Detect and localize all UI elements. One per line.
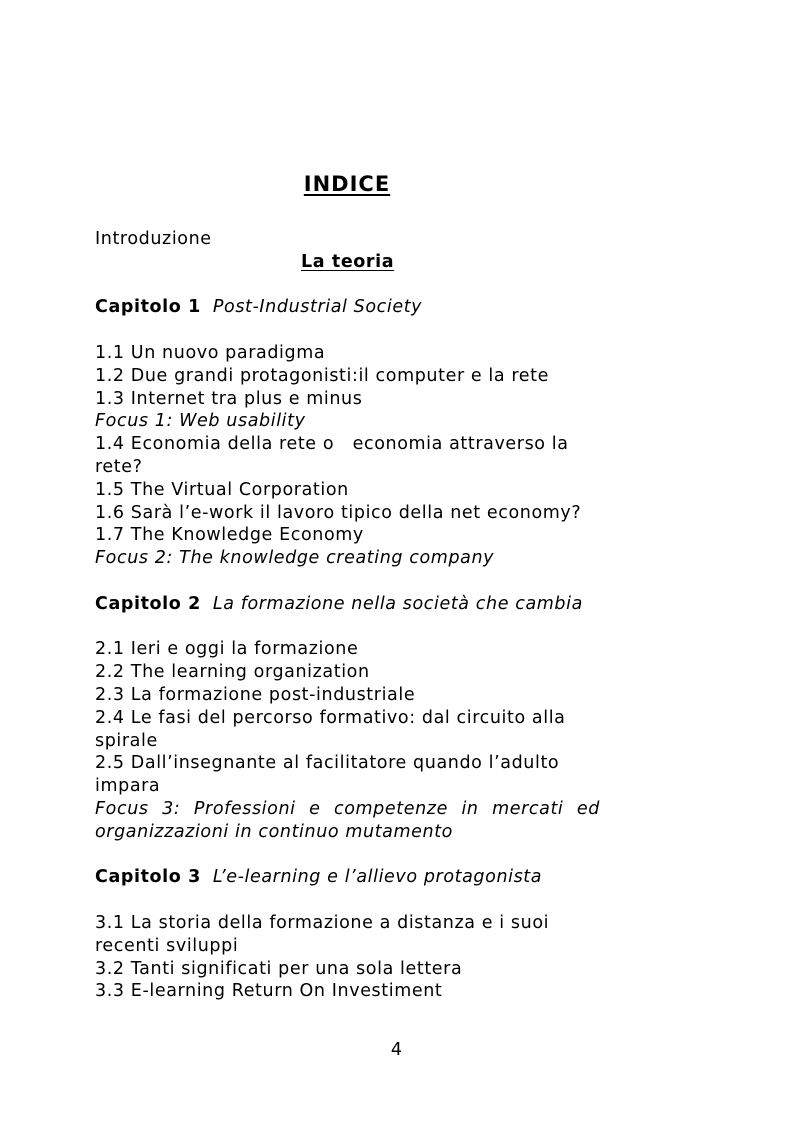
toc-entry: 1.2 Due grandi protagonisti:il computer e la rete <box>95 365 549 386</box>
table-of-contents <box>95 228 615 1003</box>
toc-entry: 1.1 Un nuovo paradigma <box>95 342 326 363</box>
chapter-1-heading <box>95 296 615 319</box>
page-title: INDICE <box>303 172 391 196</box>
toc-entry: 1.5 The Virtual Corporation <box>95 479 349 500</box>
focus-entry: Focus 3: Professioni e competenze in mercati ed <box>95 798 600 819</box>
chapter-label: Capitolo 2 <box>95 593 201 614</box>
chapter-title: L’e-learning e l’allievo protagonista <box>212 867 543 888</box>
toc-entry: 1.7 The Knowledge Economy <box>95 525 364 546</box>
focus-entry: Focus 1: Web usability <box>95 411 306 432</box>
chapter-label: Capitolo 1 <box>95 297 201 318</box>
toc-entry: 1.3 Internet tra plus e minus <box>95 388 363 409</box>
toc-entry: 3.1 La storia della formazione a distanza e i suoi <box>95 912 550 933</box>
chapter-label: Capitolo 3 <box>95 867 201 888</box>
toc-entry: 2.5 Dall’insegnante al facilitatore quando l’adulto <box>95 753 560 774</box>
toc-entry: 3.2 Tanti significati per una sola lettera <box>95 958 463 979</box>
toc-entry-continuation: spirale <box>95 730 158 751</box>
chapter-2-heading <box>95 593 615 616</box>
toc-entry: 2.1 Ieri e oggi la formazione <box>95 639 359 660</box>
chapter-title: Post-Industrial Society <box>212 297 423 318</box>
toc-entry: 3.3 E-learning Return On Investiment <box>95 981 443 1002</box>
toc-entry: 2.3 La formazione post-industriale <box>95 684 416 705</box>
focus-entry: Focus 2: The knowledge creating company <box>95 548 495 569</box>
toc-entry: 2.4 Le fasi del percorso formativo: dal circuito alla <box>95 707 566 728</box>
toc-entry: 2.2 The learning organization <box>95 662 370 683</box>
intro-entry: Introduzione <box>95 229 212 249</box>
chapter-title: La formazione nella società che cambia <box>212 593 583 614</box>
focus-entry-continuation: organizzazioni in continuo mutamento <box>95 821 453 842</box>
page-number: 4 <box>390 1040 403 1060</box>
part-title: La teoria <box>301 251 395 272</box>
toc-entry: 1.6 Sarà l’e-work il lavoro tipico della net economy? <box>95 502 582 523</box>
toc-entry-continuation: impara <box>95 776 161 797</box>
chapter-3-heading <box>95 866 615 889</box>
toc-entry-continuation: recenti sviluppi <box>95 935 239 956</box>
toc-entry-continuation: rete? <box>95 456 143 477</box>
toc-entry: 1.4 Economia della rete o economia attraverso la <box>95 434 569 455</box>
